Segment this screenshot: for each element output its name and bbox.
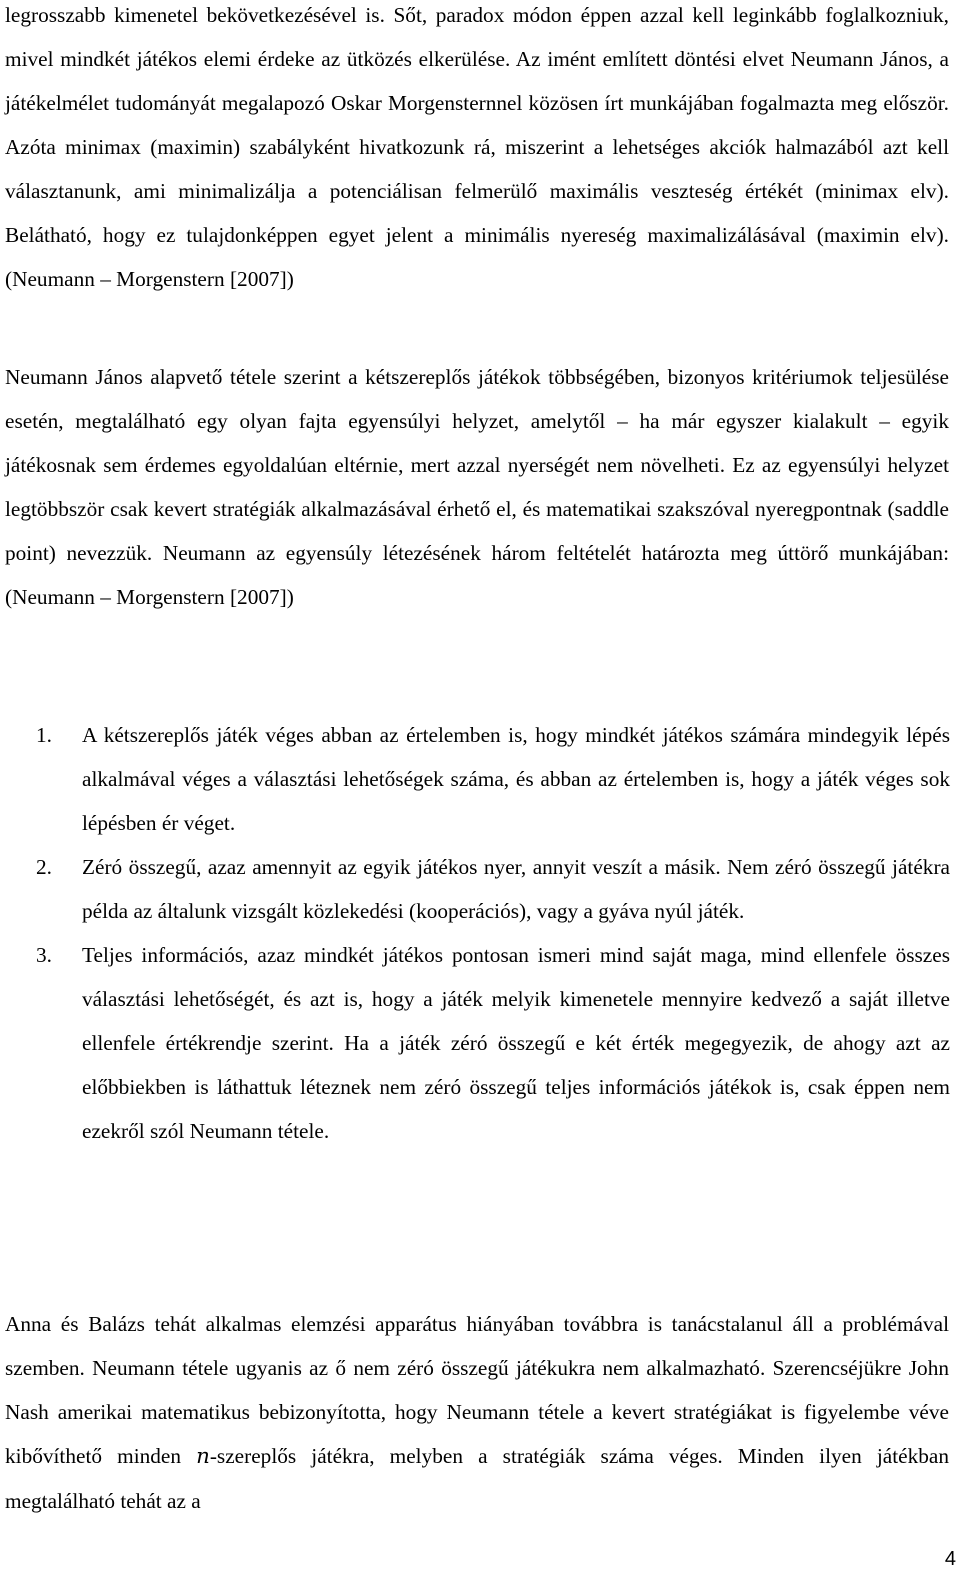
list-item	[0, 845, 950, 933]
list-text: Zéró összegű, azaz amennyit az egyik játékos nyer, annyit veszít a másik. Nem zéró összegű játékra példa az általunk vizsgált közlekedési (kooperációs), vagy a gyáva nyúl játék.	[82, 855, 950, 923]
list-text: A kétszereplős játék véges abban az értelemben is, hogy mindkét játékos számára mindegyik lépés alkalmával véges a választási lehetőségek száma, és abban az értelemben is, hogy a játék véges sok lépésben ér véget.	[82, 723, 950, 835]
list-number: 1.	[36, 723, 52, 747]
paragraph-nash	[5, 1302, 949, 1523]
paragraph-minimax: legrosszabb kimenetel bekövetkezésével is. Sőt, paradox módon éppen azzal kell leginkább foglalkozniuk, mivel mindkét játékos elemi érdeke az ütközés elkerülése. Az imént említett döntési elvet Neumann János, a játékelmélet tudományát megalapozó Oskar Morgensternnel közösen írt munkájában fogalmazta meg először. Azóta minimax (maximin) szabályként hivatkozunk rá, miszerint a lehetséges akciók halmazából azt kell választanunk, ami minimalizálja a potenciálisan felmerülő maximális veszteség értékét (minimax elv). Belátható, hogy ez tulajdonképpen egyet jelent a minimális nyereség maximalizálásával (maximin elv). (Neumann – Morgenstern [2007])	[5, 3, 949, 291]
paragraph-neumann-theorem: Neumann János alapvető tétele szerint a kétszereplős játékok többségében, bizonyos kritériumok teljesülése esetén, megtalálható egy olyan fajta egyensúlyi helyzet, amelytől – ha már egyszer kialakult – egyik játékosnak sem érdemes egyoldalúan eltérnie, mert azzal nyerségét nem növelheti. Ez az egyensúlyi helyzet legtöbbször csak kevert stratégiák alkalmazásával érhető el, és matematikai szakszóval nyeregpontnak (saddle point) nevezzük. Neumann az egyensúly létezésének három feltételét határozta meg úttörő munkájában: (Neumann – Morgenstern [2007])	[5, 365, 949, 609]
nash-text-before: Anna és Balázs tehát alkalmas elemzési apparátus hiányában továbbra is tanácstalanul áll a problémával szemben. Neumann tétele ugyanis az ő nem zéró összegű játékukra nem alkalmazható. Szerencséjükre John Nash amerikai matematikus bebizonyította, hogy Neumann tétele a kevert stratégiákat is figyelembe véve kibővíthető minden	[5, 1312, 949, 1468]
list-number: 3.	[36, 943, 52, 967]
page-number: 4	[944, 1548, 956, 1570]
list-number: 2.	[36, 855, 52, 879]
conditions-list	[0, 713, 950, 1153]
list-item	[0, 933, 950, 1153]
math-variable-n: n	[196, 1444, 210, 1469]
list-item	[0, 713, 950, 845]
nash-text-after: -szereplős játékra, melyben a stratégiák száma véges. Minden ilyen játékban megtalálható tehát az a	[5, 1444, 949, 1513]
list-text: Teljes információs, azaz mindkét játékos pontosan ismeri mind saját maga, mind ellenfele összes választási lehetőségét, és azt is, hogy a játék melyik kimenetele mennyire kedvező a saját illetve ellenfele értékrendje szerint. Ha a játék zéró összegű e két érték megegyezik, de ahogy azt az előbbiekben is láthattuk léteznek nem zéró összegű teljes információs játékok is, csak éppen nem ezekről szól Neumann tétele.	[82, 943, 950, 1143]
